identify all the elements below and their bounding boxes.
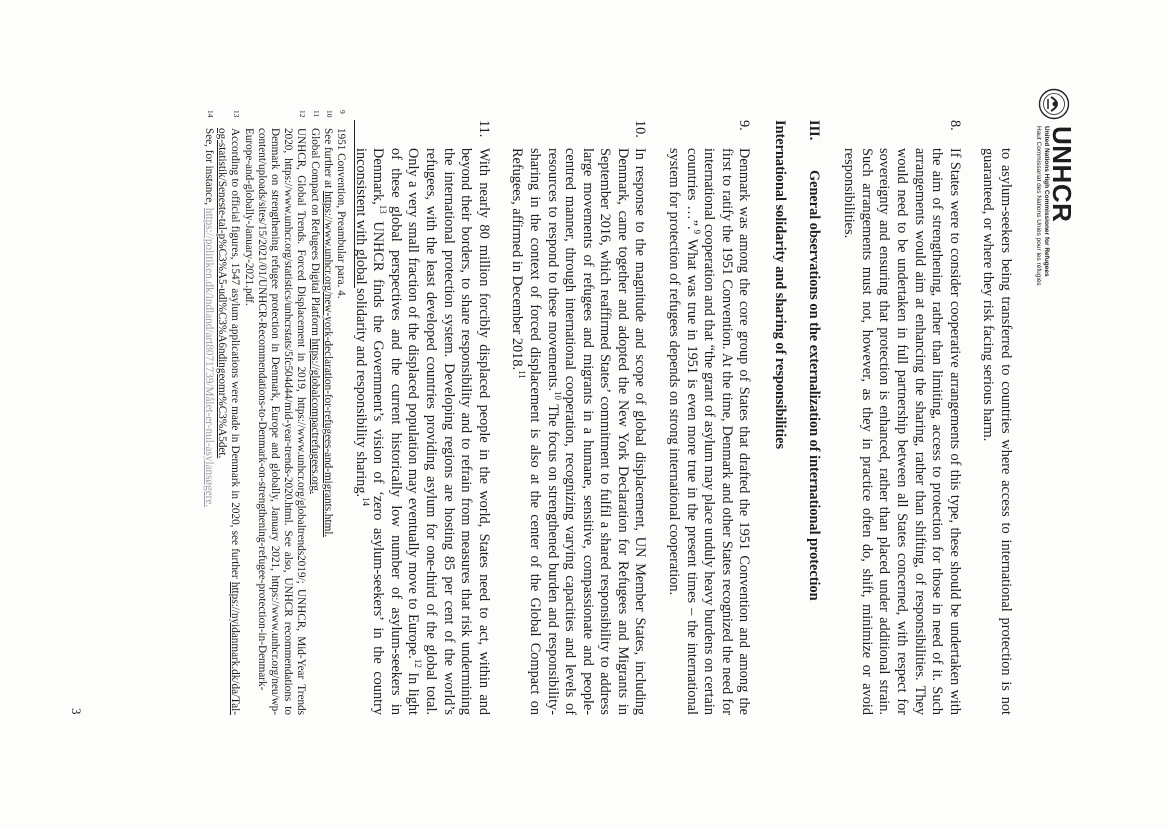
- main-text: [335, 120, 1014, 715]
- footnote-text: See further at: [321, 128, 334, 192]
- footnote-link[interactable]: https://politiken.dk/indland/art8071739/Målet-er-nul-asylansøgere.: [202, 207, 215, 508]
- paragraph-text: With nearly 80 million forcibly displaced people in the world, States need to act, within and beyond their borders, to share responsibility and to refrain from measures that risk undermining the international protection system. Developing regions are hosting 85 per cent of the world’s refugees, with the least developed countries providing asylum for one-third of the global total. Only a very small fraction of the displaced population may eventually move to Europe.: [405, 148, 492, 715]
- footnote-ref: 13: [377, 204, 388, 214]
- paragraph-number: 8.: [946, 120, 963, 131]
- subheading: International solidarity and sharing of responsibilities: [772, 120, 789, 450]
- paragraph-text: UNHCR finds the Government’s vision of ‘zero asylum-seekers’ in the country inconsistent with global solidarity and responsibility sharing.: [352, 148, 387, 715]
- paragraph-text: Denmark was among the core group of States that drafted the 1951 Convention and among the first to ratify the 1951 Convention. At the time, Denmark and other States recognized the need for international cooperation and that “the grant of asylum may place unduly heavy burdens on certain countries …”.: [683, 148, 753, 715]
- footnote-number: 14: [205, 110, 215, 118]
- paragraph-10: [508, 120, 649, 715]
- logo-subtitle-fr: Haut Commissariat des Nations Unies pour les réfugiés: [1035, 126, 1043, 286]
- footnote-number: 11: [311, 110, 321, 118]
- footnote-ref: 11: [517, 370, 528, 379]
- footnote-link[interactable]: https://globalcompactrefugees.org.: [308, 338, 321, 494]
- footnote-number: 12: [298, 110, 308, 118]
- paragraph-number: 11.: [475, 120, 492, 138]
- logo-subtitle-en: United Nations High Commissioner for Refugees: [1043, 126, 1050, 277]
- footnote-ref: 14: [360, 497, 371, 507]
- footnote-text: Global Compact on Refugees Digital Platform: [308, 128, 321, 339]
- footnote-text: UNHCR, Global Trends. Forced Displacement in 2019, https://www.unhcr.org/globaltrends2019/; UNHCR, Mid-Year Trends 2020, https://www.unhcr.org/statistics/unhcrstats/5fc504d44/mid-year-trends-2020.html. See also, UNHCR recommendations to Denmark on strengthening refugee protection in Denmark, Europe and globally, January 2021, https://www.unhcr.org/neu/wp-content/uploads/sites/15/2021/01/UNHCR-Recommendations-to-Denmark-on-strengthening-refugee-protection-in-Denmark-Europe-and-globally-January-2021.pdf.: [242, 128, 308, 715]
- footnote: [321, 110, 334, 715]
- footnote-ref: 12: [413, 658, 424, 668]
- page-number: 3: [69, 708, 84, 715]
- section-title: General observations on the externalization of international protection: [805, 170, 822, 601]
- intro-paragraph: to asylum-seekers being transferred to countries where access to international protection is not guaranteed, or where they risk facing serious harm.: [980, 148, 1014, 715]
- paragraph-number: 10.: [632, 120, 649, 138]
- footnote-number: 9: [338, 110, 347, 114]
- paragraph-text: The focus on strengthened burden and responsibility-sharing in the context of forced displacement is also at the center of the Global Compact on Refugees, affirmed in December 2018.: [509, 148, 561, 715]
- footnotes: [202, 110, 347, 715]
- section-number: III.: [805, 120, 822, 141]
- logo-wordmark: UNHCR: [1047, 126, 1077, 223]
- paragraph-text: In light of these global perspectives and the current historically low number of asylum-seekers in Denmark,: [370, 148, 422, 715]
- paragraph-text: In response to the magnitude and scope of global displacement, UN Member States, including Denmark, came together and adopted the New York Declaration for Refugees and Migrants in September 2016, which reaffirmed States’ commitment to fulfil a shared responsibility to address large movements of refugees and migrants in a humane, sensitive, compassionate and people-centred manner, through international cooperation, recognizing varying capacities and levels of resources to respond to these movements.: [544, 148, 649, 715]
- footnote-link[interactable]: https://nyidanmark.dk/da/Tal-og-statistik/Seneste-tal-p%C3%A5-udl%C3%A6ndingeomr%C3%A5det.: [216, 128, 242, 715]
- paragraph-9: [665, 120, 753, 715]
- footnote-text: According to official figures, 1547 asylum applications were made in Denmark in 2020, see further: [229, 128, 242, 582]
- paragraph-text: If States were to consider cooperative arrangements of this type, these should be undertaken with the aim of strengthening, rather than limiting, access to protection for those in need of it. Such arrangements would aim at enhancing the sharing, rather than shifting, of responsibilities. They would need to be undertaken in full partnership between all States concerned, with respect for sovereignty and ensuring that protection is enhanced, rather than placed under additional strain. Such arrangements must not, however, as they in practice often do, shift, minimize or avoid responsibilities.: [841, 148, 963, 715]
- section-heading: [804, 120, 822, 715]
- paragraph-number: 9.: [736, 120, 753, 131]
- footnote: [307, 110, 320, 715]
- footnote: [202, 110, 215, 715]
- paragraph-8: [840, 120, 963, 715]
- footnote-number: 10: [324, 110, 334, 118]
- footnote: [241, 110, 307, 715]
- footnote-link[interactable]: https://www.unhcr.org/new-york-declaration-for-refugees-and-migrants.html.: [321, 191, 334, 538]
- unhcr-emblem-icon: [1039, 88, 1071, 120]
- paragraph-11: [351, 120, 492, 715]
- footnote: [334, 110, 347, 715]
- paragraph-text: What was true in 1951 is even more true in the present times – the international system for protection of refugees depends on strong international cooperation.: [666, 148, 700, 716]
- footnote-ref: 10: [552, 391, 563, 401]
- footnote: [215, 110, 241, 715]
- footnote-text: See, for instance,: [202, 128, 215, 208]
- footnote-separator: [354, 120, 355, 288]
- footnote-ref: 9: [691, 229, 702, 235]
- unhcr-logo: [1035, 88, 1077, 286]
- footnote-text: 1951 Convention, Preambular para. 4.: [335, 128, 347, 299]
- footnote-number: 13: [232, 110, 242, 118]
